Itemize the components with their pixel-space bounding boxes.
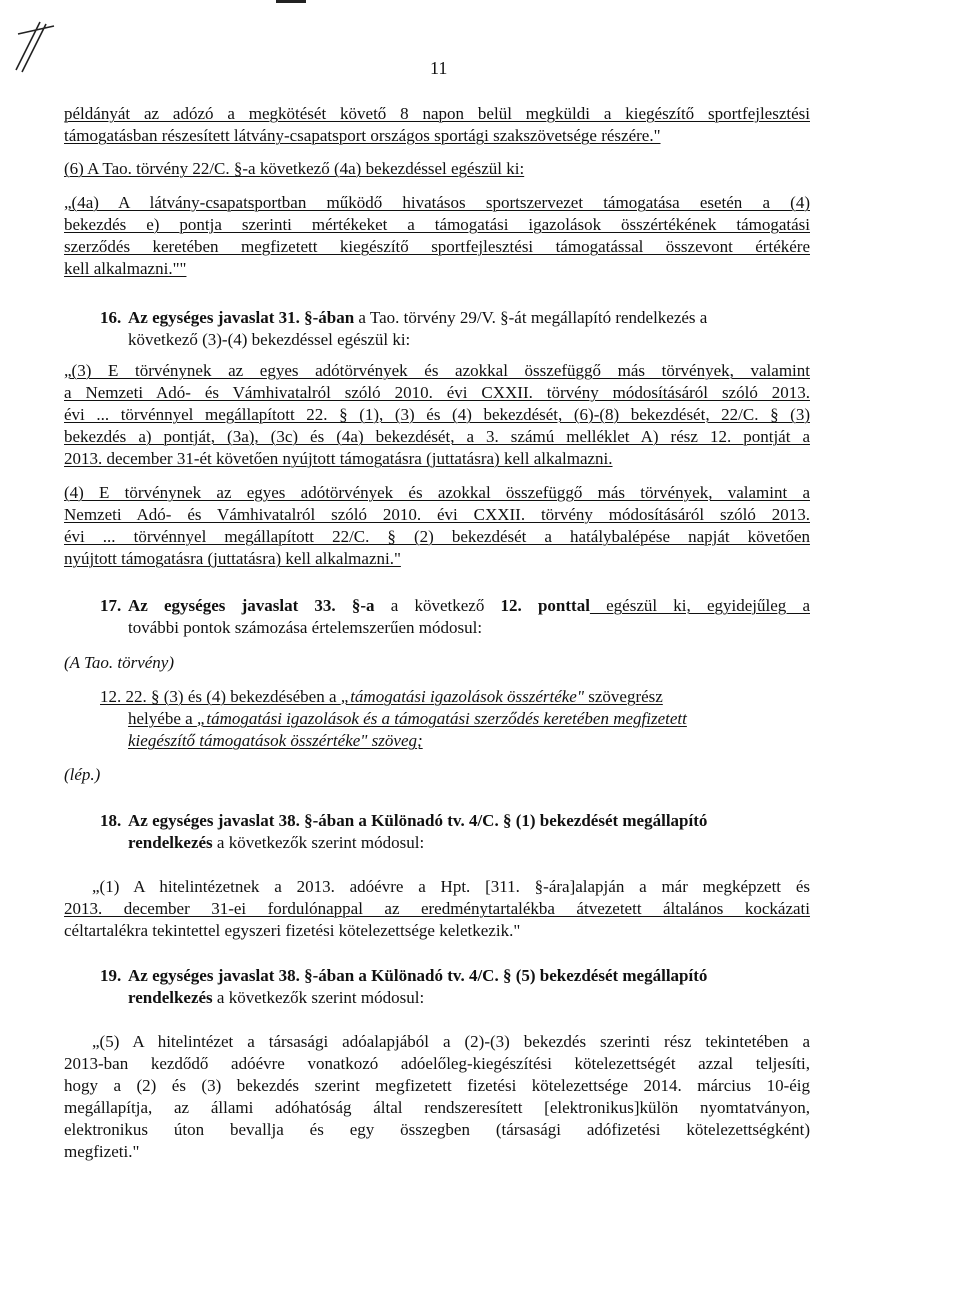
- text-span-bold: rendelkezés: [128, 833, 213, 852]
- text-line: évi ... törvénnyel megállapított 22. § (1), (3) és (4) bekezdését, (6)-(8) bekezdését, 22/C. § (3): [64, 405, 810, 424]
- text-line: a Nemzeti Adó- és Vámhivatalról szóló 2010. évi CXXII. törvény módosításáról szóló 2013.: [64, 383, 810, 402]
- text-line: [128, 987, 424, 1009]
- text-span-italic: „támogatási igazolások és a támogatási szerződés keretében megfizetett: [196, 709, 687, 728]
- text-line: 2013. december 31-ét követően nyújtott támogatásra (juttatásra) kell alkalmazni.: [64, 449, 613, 468]
- text-line: „(4a) A látvány-csapatsportban működő hivatásos sportszervezet támogatása esetén a (4): [64, 193, 810, 212]
- text-line: [100, 686, 663, 708]
- item-heading: Az egységes javaslat 38. §-ában a Különadó tv. 4/C. § (1) bekezdését megállapító: [128, 811, 708, 830]
- item-number: 19.: [100, 966, 122, 985]
- item-heading-bold: Az egységes javaslat 33. §-a: [128, 596, 375, 615]
- text-line: Nemzeti Adó- és Vámhivatalról szóló 2010. évi CXXII. törvény módosításáról szóló 2013.: [64, 505, 810, 524]
- item-heading: [128, 307, 707, 329]
- item-heading-rest: a Tao. törvény 29/V. §-át megállapító rendelkezés a: [354, 308, 708, 327]
- text-line: további pontok számozása értelemszerűen módosul:: [128, 618, 483, 637]
- text-line: megállapítja, az állami adóhatóság által rendszeresített [elektronikus]külön nyomtatványon,: [64, 1098, 810, 1117]
- text-span-bold: 12. ponttal: [500, 596, 590, 615]
- text-span: a következők szerint módosul:: [212, 988, 425, 1007]
- text-line: példányát az adózó a megkötését követő 8 napon belül megküldi a kiegészítő sportfejlesztési: [64, 104, 810, 123]
- text-line: évi ... törvénnyel megállapított 22/C. § (2) bekezdését a hatálybalépése napját követően: [64, 527, 810, 546]
- text-line: „(5) A hitelintézet a társasági adóalapjából a (2)-(3) bekezdés szerinti rész tekintetében a: [92, 1032, 810, 1051]
- text-line: [128, 708, 687, 730]
- text-line: támogatásban részesített látvány-csapatsport országos sportági szakszövetsége részére.": [64, 126, 661, 145]
- text-line: nyújtott támogatásra (juttatásra) kell alkalmazni.": [64, 549, 401, 568]
- text-span: a következő: [374, 596, 501, 615]
- text-line: „(3) E törvénynek az egyes adótörvények és azokkal összefüggő más törvények, valamint: [64, 361, 810, 380]
- text-span-bold: rendelkezés: [128, 988, 213, 1007]
- text-line: hogy a (2) és (3) bekezdés szerint megfizetett fizetési kötelezettsége 2014. március 10-éig: [64, 1076, 810, 1095]
- item-heading: Az egységes javaslat 38. §-ában a Különadó tv. 4/C. § (5) bekezdését megállapító: [128, 966, 708, 985]
- text-line: következő (3)-(4) bekezdéssel egészül ki:: [128, 330, 411, 349]
- text-span: helyébe a: [128, 709, 197, 728]
- text-line: megfizeti.": [64, 1142, 140, 1161]
- text-span-italic: „támogatási igazolások összértéke": [340, 687, 584, 706]
- verb-note: (lép.): [64, 765, 101, 784]
- text-line: kiegészítő támogatások összértéke" szöveg;: [128, 731, 423, 750]
- item-heading-bold: Az egységes javaslat 31. §-ában: [128, 308, 355, 327]
- text-line: bekezdés a) pontját, (3a), (3c) és (4a) bekezdését, a 3. számú melléklet A) rész 12. pontját a: [64, 427, 810, 446]
- text-line: 2013-ban kezdődő adóévre vonatkozó adóelőleg-kiegészítési kötelezettségét azzal teljesíti,: [64, 1054, 810, 1073]
- text-span: a következők szerint módosul:: [212, 833, 425, 852]
- text-line: (4) E törvénynek az egyes adótörvények és azokkal összefüggő más törvények, valamint a: [64, 483, 810, 502]
- text-span: szövegrész: [584, 687, 663, 706]
- text-line: [128, 832, 424, 854]
- text-span: egészül ki, egyidejűleg a: [589, 596, 810, 615]
- item-number: 16.: [100, 308, 122, 327]
- text-line: szerződés keretében megfizetett kiegészítő sportfejlesztési támogatással összevont értékére: [64, 237, 810, 256]
- text-span: 12. 22. § (3) és (4) bekezdésében a: [100, 687, 341, 706]
- scan-dash-mark: [276, 0, 306, 3]
- text-line: 2013. december 31-ei fordulónappal az eredménytartalékba átvezetett általános kockázati: [64, 899, 810, 918]
- text-line: „(1) A hitelintézetnek a 2013. adóévre a Hpt. [311. §-ára]alapján a már megképzett és: [92, 877, 810, 896]
- page-number: 11: [430, 58, 448, 78]
- law-reference: (A Tao. törvény): [64, 653, 175, 672]
- item-heading: [128, 595, 810, 617]
- handwritten-slash-mark: [10, 18, 60, 78]
- item-number: 18.: [100, 811, 122, 830]
- text-line: elektronikus úton bevallja és egy összegben (társasági adófizetési kötelezettségként): [64, 1120, 810, 1139]
- item-number: 17.: [100, 596, 122, 615]
- text-line: bekezdés e) pontja szerinti mértékeket a támogatási igazolások összértékének támogatási: [64, 215, 810, 234]
- text-line: kell alkalmazni."": [64, 259, 187, 278]
- text-line: (6) A Tao. törvény 22/C. §-a következő (4a) bekezdéssel egészül ki:: [64, 159, 525, 178]
- text-line: céltartalékra tekintettel egyszeri fizetési kötelezettsége keletkezik.": [64, 921, 521, 940]
